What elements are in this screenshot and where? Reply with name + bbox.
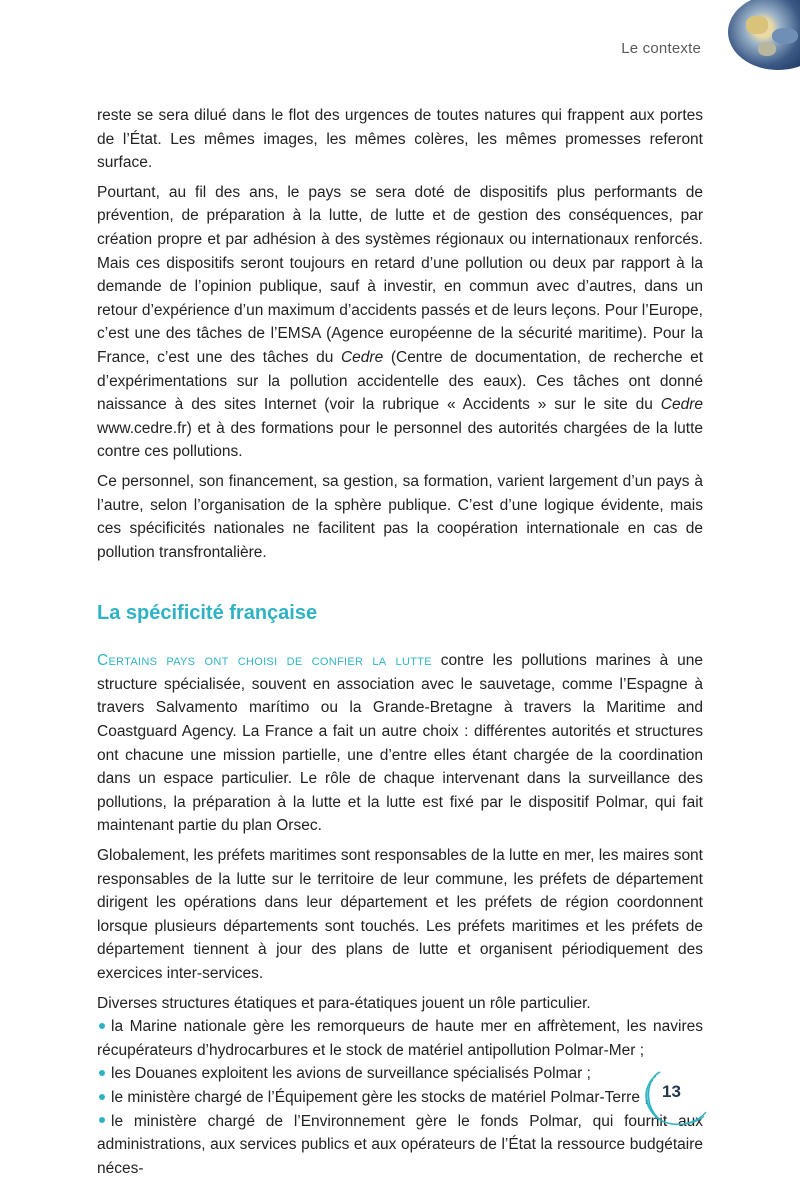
- lead-in: Certains pays ont choisi de confier la lutte: [97, 652, 432, 670]
- paragraph: Globalement, les préfets maritimes sont responsables de la lutte en mer, les maires sont responsables de la lutte sur le territoire de leur commune, les préfets de département dirigent les opérations dans leur département et les préfets de région coordonnent lorsque plusieurs départements sont touchés. Les préfets maritimes et les préfets de département tiennent à jour des plans de lutte et organisent périodiquement des exercices inter-services.: [97, 847, 703, 982]
- emphasis-cedre: Cedre: [660, 396, 703, 414]
- bullet-icon: [99, 1070, 105, 1076]
- paragraph: Diverses structures étatiques et para-étatiques jouent un rôle particulier.: [97, 994, 591, 1012]
- paragraph: [97, 181, 703, 464]
- page-number-badge: [640, 1066, 710, 1126]
- list-item-text: le ministère chargé de l’Environnement gère le fonds Polmar, qui fournit aux administrations, aux services publics et aux opérateurs de l’État la ressource budgétaire néces-: [97, 1112, 703, 1177]
- list-item: [97, 1086, 703, 1110]
- paragraph: [97, 649, 703, 838]
- list-item: [97, 1110, 703, 1180]
- corner-photo: [728, 0, 800, 70]
- main-content: [97, 104, 703, 1180]
- paragraph: reste se sera dilué dans le flot des urgences de toutes natures qui frappent aux portes de l’État. Les mêmes images, les mêmes colères, les mêmes promesses referont surface.: [97, 107, 703, 172]
- emphasis-cedre: Cedre: [340, 348, 384, 366]
- paragraph-text: www.cedre.fr) et à des formations pour le personnel des autorités chargées de la lutte contre ces pollutions.: [97, 419, 703, 461]
- bullet-icon: [99, 1117, 105, 1123]
- list-item-text: le ministère chargé de l’Équipement gère les stocks de matériel Polmar-Terre ;: [111, 1088, 649, 1106]
- bullet-icon: [99, 1094, 105, 1100]
- photo-detail: [772, 28, 798, 44]
- running-head: Le contexte: [621, 40, 701, 57]
- paragraph: Ce personnel, son financement, sa gestion, sa formation, varient largement d’un pays à l’autre, selon l’organisation de la sphère publique. C’est d’une logique évidente, mais ces spécificités nationales ne facilitent pas la coopération internationale en cas de pollution transfrontalière.: [97, 472, 703, 561]
- photo-detail: [758, 42, 776, 56]
- paragraph-text: contre les pollutions marines à une structure spécialisée, souvent en association avec le sauvetage, comme l’Espagne à travers Salvamento marítimo ou la Grande-Bretagne à travers la Maritime and Coastguard Agency. La France a fait un autre choix : différentes autorités et structures ont chacune une mission partielle, une d’entre elles étant chargée de la coordination dans un espace particulier. Le rôle de chaque intervenant dans la surveillance des pollutions, la préparation à la lutte et la lutte est fixé par le dispositif Polmar, qui fait maintenant partie du plan Orsec.: [97, 652, 703, 835]
- list-item: [97, 1015, 703, 1062]
- paragraph-text: (Centre de documentation, de recherche et d’expérimentations sur la pollution accidentelle des eaux). Ces tâches ont donné naissance à des sites Internet (voir la rubrique « Accidents » sur le site du: [97, 348, 703, 414]
- list-item-text: la Marine nationale gère les remorqueurs de haute mer en affrètement, les navires récupérateurs d’hydrocarbures et le stock de matériel antipollution Polmar-Mer ;: [97, 1018, 703, 1059]
- list-item: [97, 1062, 703, 1086]
- bullet-icon: [99, 1023, 105, 1029]
- photo-detail: [746, 16, 768, 34]
- paragraph-text: Pourtant, au fil des ans, le pays se sera doté de dispositifs plus performants de prévention, de préparation à la lutte, de lutte et de gestion des conséquences, par création propre et par adhésion à des systèmes régionaux ou internationaux renforcés. Mais ces dispositifs seront toujours en retard d’une pollution ou deux par rapport à la demande de l’opinion publique, sauf à investir, en commun avec d’autres, dans un retour d’expérience d’un maximum d’accidents passés et de leurs leçons. Pour l’Europe, c’est une des tâches de l’EMSA (Agence européenne de la sécurité maritime). Pour la France, c’est une des tâches du: [97, 183, 703, 366]
- list-item-text: les Douanes exploitent les avions de surveillance spécialisés Polmar ;: [111, 1065, 591, 1083]
- section-title: La spécificité française: [97, 602, 318, 625]
- page-number: 13: [662, 1082, 681, 1101]
